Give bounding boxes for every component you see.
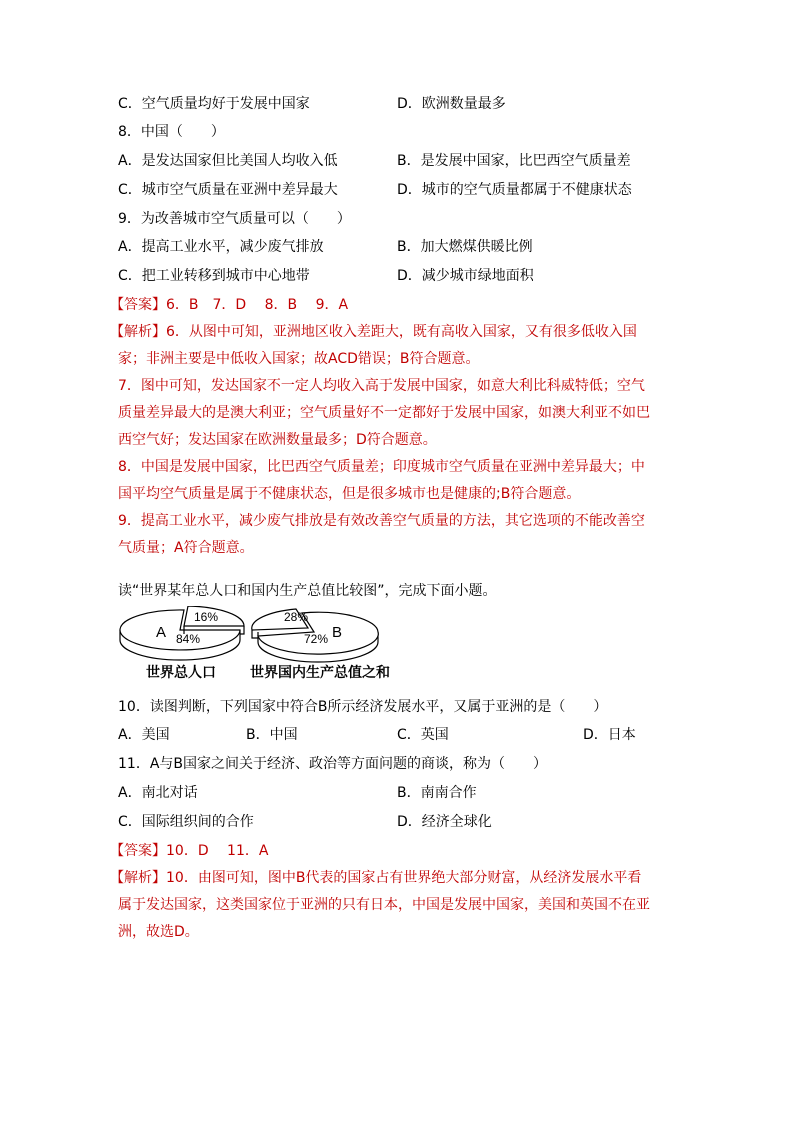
answer-label: 【答案】 [110,843,166,859]
q7-option-d: D．欧洲数量最多 [397,96,506,112]
q8-stem: 8．中国（ ） [118,124,225,140]
pie-slice-side [252,630,258,638]
figure-intro: 读“世界某年总人口和国内生产总值比较图”，完成下面小题。 [118,583,497,599]
q8-option-d: D．城市的空气质量都属于不健康状态 [397,182,632,198]
q8-options-ab [118,151,678,171]
answer-block-1 [110,295,348,315]
answer-label: 【答案】 [110,297,166,313]
analysis-line: 西空气好；发达国家在欧洲数量最多；D符合题意。 [118,432,437,448]
q10-option-d: D．日本 [583,727,636,743]
q11-option-c: C．国际组织间的合作 [118,814,254,830]
q9-options-ab [118,237,678,257]
q11-option-b: B．南南合作 [397,785,477,801]
q11-options-cd [118,812,678,832]
q10-options [118,725,678,745]
analysis-line: 气质量；A符合题意。 [118,540,254,556]
pie-value-gdp-small: 28% [284,610,309,624]
q9-option-b: B．加大燃煤供暖比例 [397,239,533,255]
q10-stem: 10．读图判断，下列国家中符合B所示经济发展水平，又属于亚洲的是（ ） [118,699,608,715]
analysis-line: 洲，故选D。 [118,924,199,940]
q11-option-a: A．南北对话 [118,785,198,801]
q9-option-c: C．把工业转移到城市中心地带 [118,268,310,284]
pie-label-b: B [332,624,343,641]
pie-charts-svg [118,606,418,666]
analysis-line: 质量差异最大的是澳大利亚；空气质量好不一定都好于发展中国家，如澳大利亚不如巴 [118,405,650,421]
pie-caption-population: 世界总人口 [146,665,216,681]
q9-stem: 9．为改善城市空气质量可以（ ） [118,211,351,227]
q11-options-ab [118,783,678,803]
pie-caption-gdp: 世界国内生产总值之和 [250,665,390,681]
answer-text: 6．B 7．D 8．B 9．A [166,297,349,313]
q9-option-d: D．减少城市绿地面积 [397,268,534,284]
q8-option-b: B．是发展中国家，比巴西空气质量差 [397,153,631,169]
q9-options-cd [118,266,678,286]
q8-option-a: A．是发达国家但比美国人均收入低 [118,153,338,169]
q7-options-cd [118,94,678,114]
q8-options-cd [118,180,678,200]
analysis-line: 7．图中可知，发达国家不一定人均收入高于发展中国家，如意大利比科威特低；空气 [118,378,645,394]
q7-option-c: C．空气质量均好于发展中国家 [118,96,310,112]
answer-block-2 [110,841,268,861]
q11-option-d: D．经济全球化 [397,814,492,830]
q9-option-a: A．提高工业水平，减少废气排放 [118,239,324,255]
pie-value-b: 72% [304,632,329,646]
pie-value-a: 84% [176,632,201,646]
q10-option-c: C．英国 [397,727,449,743]
q10-option-a: A．美国 [118,727,170,743]
analysis-line: 国平均空气质量是属于不健康状态，但是很多城市也是健康的;B符合题意。 [118,486,581,502]
pie-value-population-small: 16% [194,610,219,624]
pie-label-a: A [156,624,167,641]
q8-option-c: C．城市空气质量在亚洲中差异最大 [118,182,338,198]
analysis-block-1 [110,319,672,562]
analysis-line: 【解析】10．由图可知，图中B代表的国家占有世界绝大部分财富，从经济发展水平看 [110,870,642,886]
analysis-line: 8．中国是发展中国家，比巴西空气质量差；印度城市空气质量在亚洲中差异最大；中 [118,459,645,475]
analysis-block-2 [110,865,672,946]
analysis-line: 家；非洲主要是中低收入国家；故ACD错误；B符合题意。 [118,351,480,367]
q10-option-b: B．中国 [246,727,298,743]
answer-text: 10．D 11．A [166,843,269,859]
analysis-line: 属于发达国家，这类国家位于亚洲的只有日本，中国是发展中国家，美国和英国不在亚 [118,897,650,913]
analysis-label: 【解析】 [110,324,166,340]
q11-stem: 11．A与B国家之间关于经济、政治等方面问题的商谈，称为（ ） [118,756,547,772]
analysis-label: 【解析】 [110,870,166,886]
analysis-line: 9．提高工业水平，减少废气排放是有效改善空气质量的方法，其它选项的不能改善空 [118,513,645,529]
analysis-line: 【解析】6．从图中可知，亚洲地区收入差距大，既有高收入国家，又有很多低收入国 [110,324,637,340]
